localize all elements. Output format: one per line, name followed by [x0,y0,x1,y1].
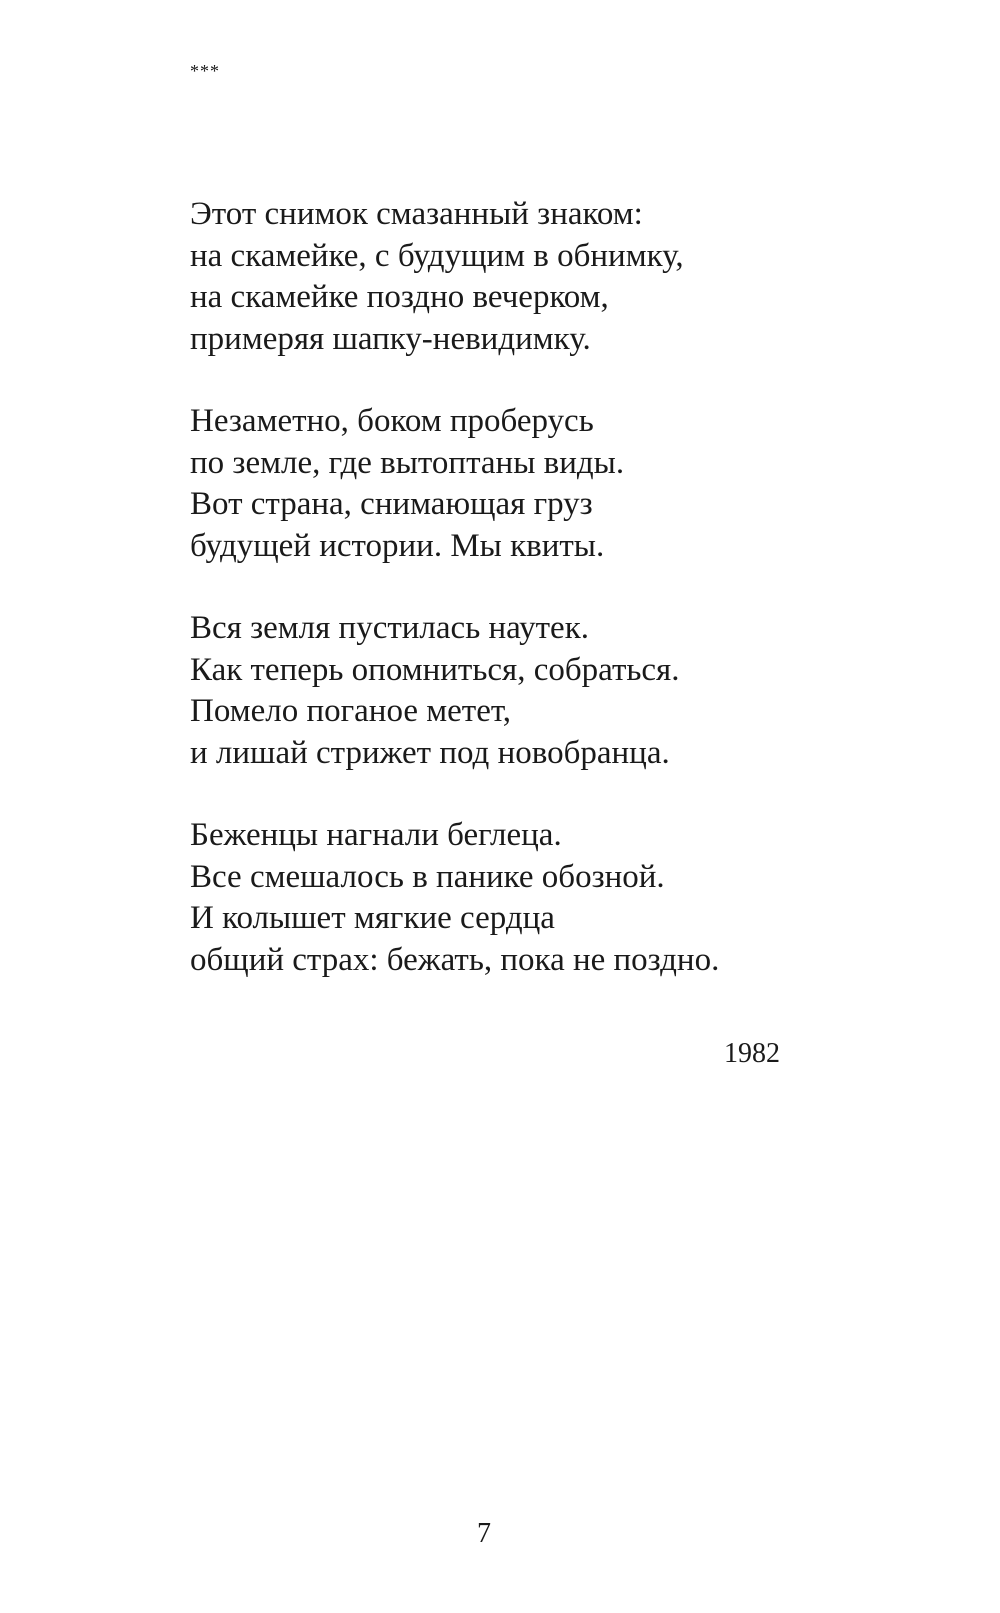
poem-line: Этот снимок смазанный знаком: [190,196,643,232]
poem-line: Незаметно, боком проберусь [190,403,594,439]
poem-line: на скамейке поздно вечерком, [190,279,609,315]
stanza-3 [190,608,810,774]
poem-line: будущей истории. Мы квиты. [190,527,605,564]
stanza-2 [190,401,810,567]
poem-line: Как теперь опомниться, собраться. [190,651,680,688]
poem-year: 1982 [724,1038,780,1069]
poem-line: и лишай стрижет под новобранца. [190,734,670,771]
poem [190,194,810,1022]
poem-line: по земле, где вытоптаны виды. [190,444,625,481]
poem-line: Вот страна, снимающая груз [190,486,593,522]
poem-line: общий страх: бежать, пока не поздно. [190,941,720,978]
poem-line: Беженцы нагнали беглеца. [190,817,562,853]
poem-line: Помело поганое метет, [190,693,512,729]
section-asterisks: *** [190,61,220,81]
poem-line: Все смешалось в панике обозной. [190,858,665,895]
page-number: 7 [477,1518,491,1549]
poem-line: примеряя шапку-невидимку. [190,320,591,357]
poem-line: на скамейке, с будущим в обнимку, [190,237,684,274]
stanza-4 [190,815,810,981]
poem-line: Вся земля пустилась наутек. [190,610,589,646]
stanza-1 [190,194,810,360]
poem-line: И колышет мягкие сердца [190,900,555,936]
